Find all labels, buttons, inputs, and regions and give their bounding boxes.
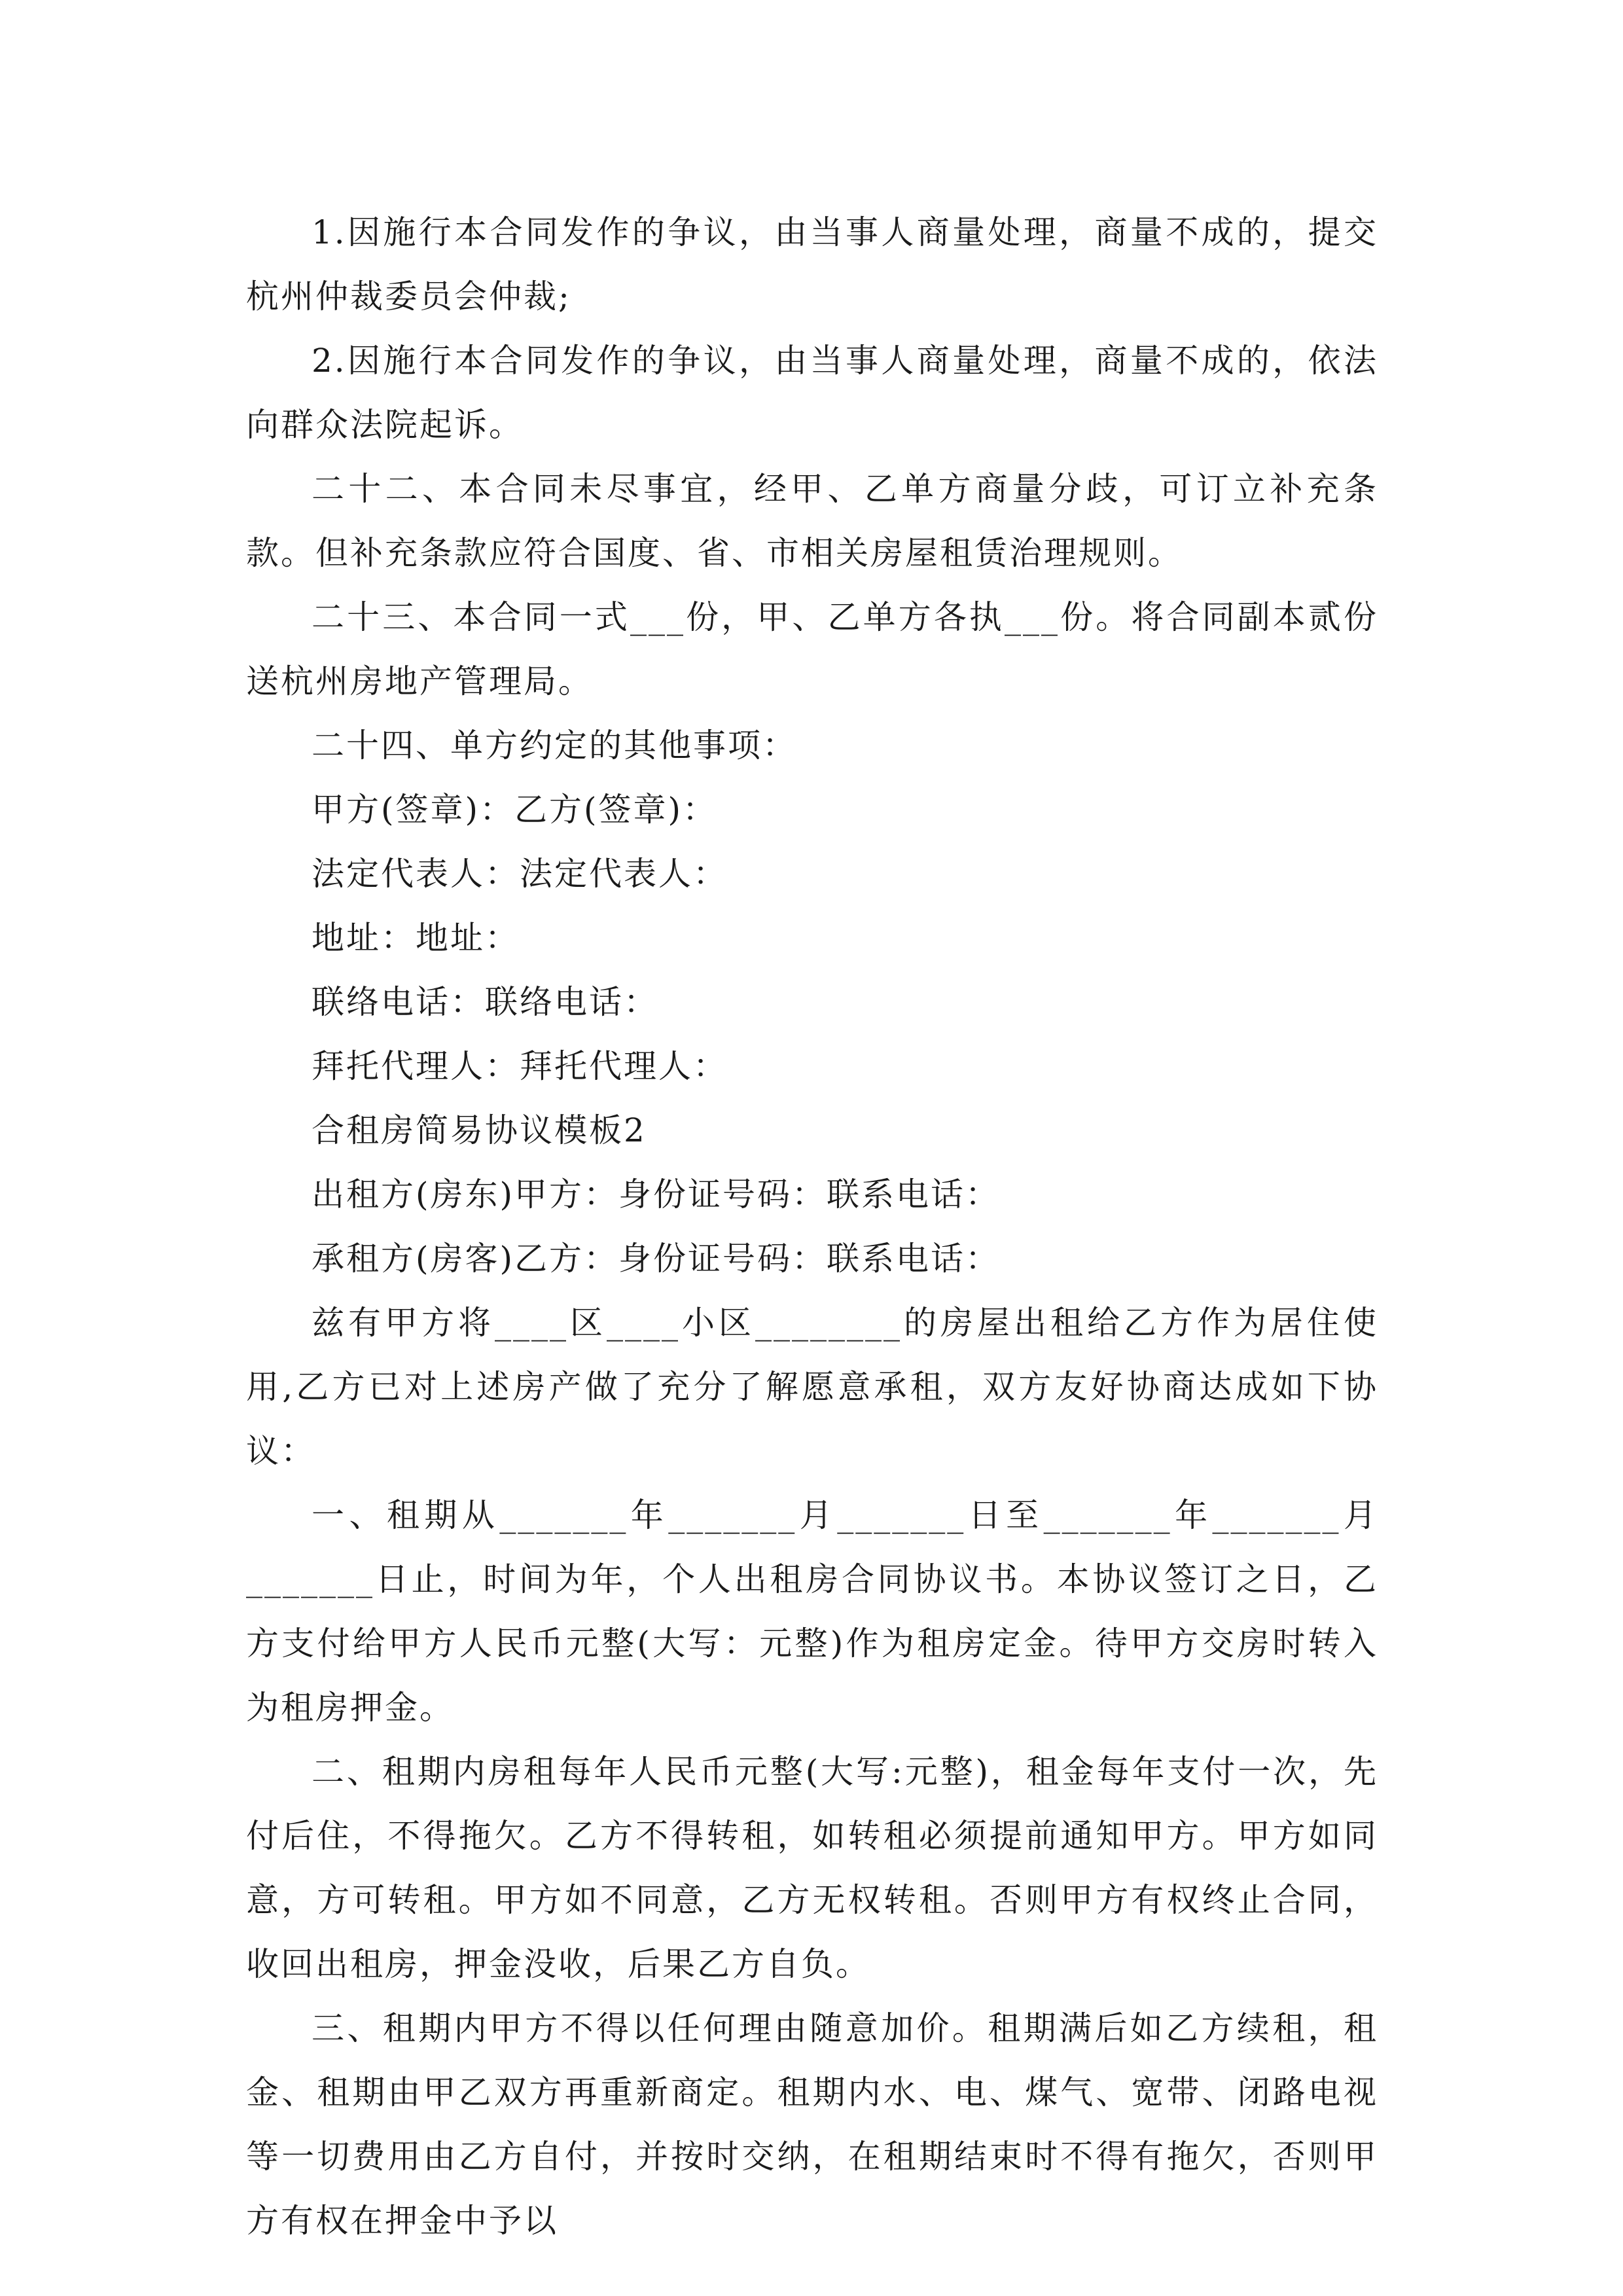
signature-address-line: 地址：地址：	[312, 919, 520, 957]
clause-24-other-matters: 二十四、单方约定的其他事项：	[312, 726, 797, 764]
signature-agent-line: 拜托代理人：拜托代理人：	[312, 1047, 728, 1085]
clause-22-supplementary-terms: 二十二、本合同未尽事宜，经甲、乙单方商量分歧，可订立补充条款。但补充条款应符合国度、省、市相关房屋租赁治理规则。	[246, 470, 1378, 572]
clause-3-price-and-utilities: 三、租期内甲方不得以任何理由随意加价。租期满后如乙方续租，租金、租期由甲乙双方再重新商定。租期内水、电、煤气、宽带、闭路电视等一切费用由乙方自付，并按时交纳，在租期结束时不得有拖欠，否则甲方有权在押金中予以	[246, 2009, 1378, 2240]
section-title-template-2: 合租房简易协议模板2	[312, 1111, 647, 1149]
clause-23-copies: 二十三、本合同一式___份，甲、乙单方各执___份。将合同副本贰份送杭州房地产管理局。	[246, 598, 1378, 700]
clause-arbitration: 1.因施行本合同发作的争议，由当事人商量处理，商量不成的，提交杭州仲裁委员会仲裁;	[246, 213, 1378, 315]
lessee-info-line: 承租方(房客)乙方：身份证号码：联系电话：	[312, 1240, 1001, 1278]
signature-party-line: 甲方(签章)：乙方(签章)：	[312, 791, 718, 829]
signature-representative-line: 法定代表人：法定代表人：	[312, 855, 728, 893]
document-page	[246, 200, 1378, 2253]
clause-2-rent: 二、租期内房租每年人民币元整(大写:元整)，租金每年支付一次，先付后住，不得拖欠。乙方不得转租，如转租必须提前通知甲方。甲方如同意，方可转租。甲方如不同意，乙方无权转租。否则甲方有权终止合同，收回出租房，押金没收，后果乙方自负。	[246, 1753, 1378, 1983]
clause-1-lease-term: 一、租期从_______年_______月_______日至_______年_______月_______日止，时间为年，个人出租房合同协议书。本协议签订之日，乙方支付给甲方人民币元整(大写：元整)作为租房定金。待甲方交房时转入为租房押金。	[246, 1496, 1378, 1727]
preamble-paragraph: 兹有甲方将____区____小区________的房屋出租给乙方作为居住使用,乙方已对上述房产做了充分了解愿意承租，双方友好协商达成如下协议：	[246, 1304, 1378, 1470]
signature-phone-line: 联络电话：联络电话：	[312, 983, 658, 1021]
clause-lawsuit: 2.因施行本合同发作的争议，由当事人商量处理，商量不成的，依法向群众法院起诉。	[246, 342, 1378, 444]
lessor-info-line: 出租方(房东)甲方：身份证号码：联系电话：	[312, 1175, 1001, 1213]
